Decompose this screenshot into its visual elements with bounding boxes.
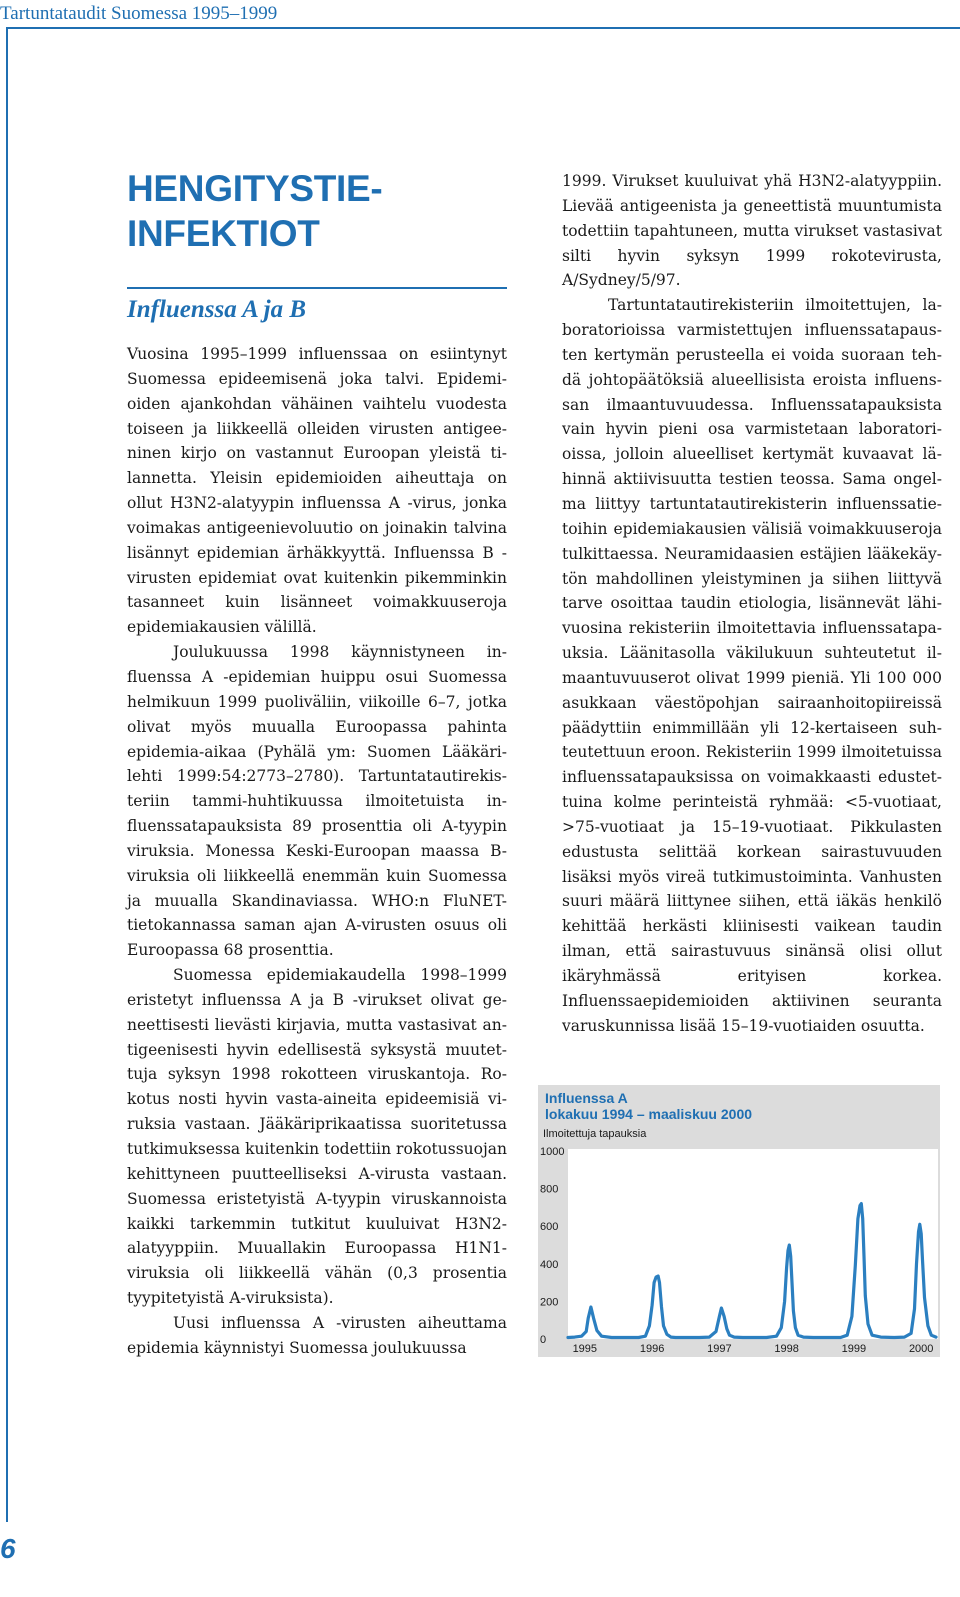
page-number: 6 <box>0 1533 16 1564</box>
x-tick-label: 1995 <box>572 1343 598 1355</box>
section-subtitle: Influenssa A ja B <box>127 296 307 323</box>
y-tick-label: 200 <box>540 1296 559 1309</box>
section-title-line-2: INFEKTIOT <box>127 213 320 254</box>
chart-title-line-2: lokakuu 1994 – maaliskuu 2000 <box>545 1106 753 1122</box>
paragraph: Uusi influenssa A -virusten aiheuttama epidemia käynnistyi Suomessa joulukuussa <box>127 1313 507 1357</box>
paragraph: Tartuntatautirekisteriin ilmoitettujen, laboratorioissa varmistettujen influenssatapausten kertymän perusteella ei voida suoraan tehdä johtopäätöksiä alueellisista eroista influenssan ilmaantuvuudessa. Influenssatapauksista vain hyvin pieni osa varmistetaan laboratorioissa, jolloin alueelliset kertymät kuvaavat lähinnä aktiivisuutta testien teossa. Sama ongelma liittyy tartuntatautirekisterin influenssatietoihin epidemiakausien välisiä voimakkuuseroja tulkittaessa. Neuramidaasien estäjien lääkekäytön mahdollinen yleistyminen ja siihen liittyvä tarve osoittaa taudin etiologia, lisännevät lähivuosina rekisteriin ilmoitettavia influenssatapauksia. Läänitasolla väkilukuun suhteutetut ilmaantuvuuserot olivat 1999 pieniä. Yli 100 000 asukkaan väestöpohjan sairaanhoitopiireissä päädyttiin enimmillään yli 12-kertaiseen suhteutettuun eroon. Rekisteriin 1999 ilmoitetuissa influenssatapauksissa on voimakkaasti edustettuina kolme perinteistä ryhmää: <5-vuotiaat, >75-vuotiaat ja 15–19-vuotiaat. Pikkulasten edustusta selittää korkean sairastuvuuden lisäksi myös vireä tutkimustoiminta. Vanhusten suuri määrä liittynee siihen, että iäkäs henkilö kehittää herkästi kliinisesti vaikean taudin ilman, että sairastuvuus sinänsä olisi ollut ikäryhmässä erityisen korkea. Influenssaepidemioiden aktiivinen seuranta varuskunnissa lisää 15–19-vuotiaiden osuutta. <box>562 296 942 1035</box>
y-tick-label: 0 <box>540 1334 547 1346</box>
x-tick-label: 1999 <box>841 1343 867 1355</box>
chart-plot <box>538 1085 940 1357</box>
paragraph: Suomessa epidemiakaudella 1998–1999 eristetyt influenssa A ja B -virukset olivat geneettisesti lievästi kirjavia, mutta vastasivat antigeenisesti hyvin edellisestä syksystä muutettuja syksyn 1998 rokotteen viruskantoja. Rokotus nosti hyvin vasta-aineita epideemisiä viruksia vastaan. Jääkäriprikaatissa suoritetussa tutkimuksessa kuitenkin todettiin rokotussuojan kehittyneen puutteelliseksi A-virusta vastaan. Suomessa eristetyistä A-tyypin viruskannoista kaikki tarkemmin tutkitut kuuluivat H3N2-alatyyppiin. Muuallakin Euroopassa H1N1-viruksia oli liikkeellä vähän (0,3 prosentia tyypitetyistä A-viruksista). <box>127 966 507 1308</box>
section-title <box>127 166 382 256</box>
running-head: Tartuntataudit Suomessa 1995–1999 <box>0 3 278 24</box>
x-tick-label: 1998 <box>774 1343 799 1355</box>
chart-plot-area <box>568 1149 938 1339</box>
left-column <box>127 342 507 1361</box>
y-tick-label: 1000 <box>540 1146 565 1158</box>
title-rule <box>127 287 507 289</box>
paragraph: Joulukuussa 1998 käynnistyneen influenssa A -epidemian huippu osui Suomessa helmikuun 1999 puoliväliin, viikoille 6–7, jotka olivat myös muualla Euroopassa pahinta epidemia-aikaa (Pyhälä ym: Suomen Lääkärilehti 1999:54:2773–2780). Tartuntatautirekisteriin tammi-huhtikuussa ilmoitetuista influenssatapauksista 89 prosenttia oli A-tyypin viruksia. Monessa Keski-Euroopan maassa B-viruksia oli liikkeellä enemmän kuin Suomessa ja muualla Skandinaviassa. WHO:n FluNET-tietokannassa saman ajan A-virusten osuus oli Euroopassa 68 prosenttia. <box>127 643 507 960</box>
frame-top-rule <box>6 27 960 29</box>
influenza-chart <box>538 1085 940 1357</box>
paragraph: 1999. Virukset kuuluivat yhä H3N2-alatyyppiin. Lievää antigeenista ja geneettistä muuntumista todettiin tapahtuneen, mutta virukset vastasivat silti hyvin syksyn 1999 rokotevirusta, A/Sydney/5/97. <box>562 172 942 290</box>
x-tick-label: 2000 <box>908 1343 934 1355</box>
y-tick-label: 800 <box>540 1183 559 1196</box>
right-column <box>562 169 942 1039</box>
chart-y-axis-label: Ilmoitettuja tapauksia <box>543 1128 647 1140</box>
x-tick-label: 1996 <box>639 1343 665 1355</box>
chart-title-line-1: Influenssa A <box>545 1090 628 1106</box>
frame-left-rule <box>6 27 8 1522</box>
paragraph: Vuosina 1995–1999 influenssaa on esiintynyt Suomessa epideemisenä joka talvi. Epidemioiden ajankohdan vähäinen vaihtelu vuodesta toiseen ja liikkeellä olleiden virusten antigeeninen kirjo on vastannut Euroopan yleistä tilannetta. Yleisin epidemioiden aiheuttaja on ollut H3N2-alatyypin influenssa A -virus, jonka voimakas antigeenievoluutio on joinakin talvina lisännyt epidemian ärhäkkyyttä. Influenssa B -virusten epidemiat ovat kuitenkin pikemminkin tasanneet kuin lisänneet voimakkuuseroja epidemiakausien välillä. <box>127 345 507 637</box>
y-tick-label: 600 <box>540 1221 559 1234</box>
section-title-line-1: HENGITYSTIE- <box>127 168 383 209</box>
x-tick-label: 1997 <box>707 1343 732 1355</box>
y-tick-label: 400 <box>540 1258 559 1271</box>
